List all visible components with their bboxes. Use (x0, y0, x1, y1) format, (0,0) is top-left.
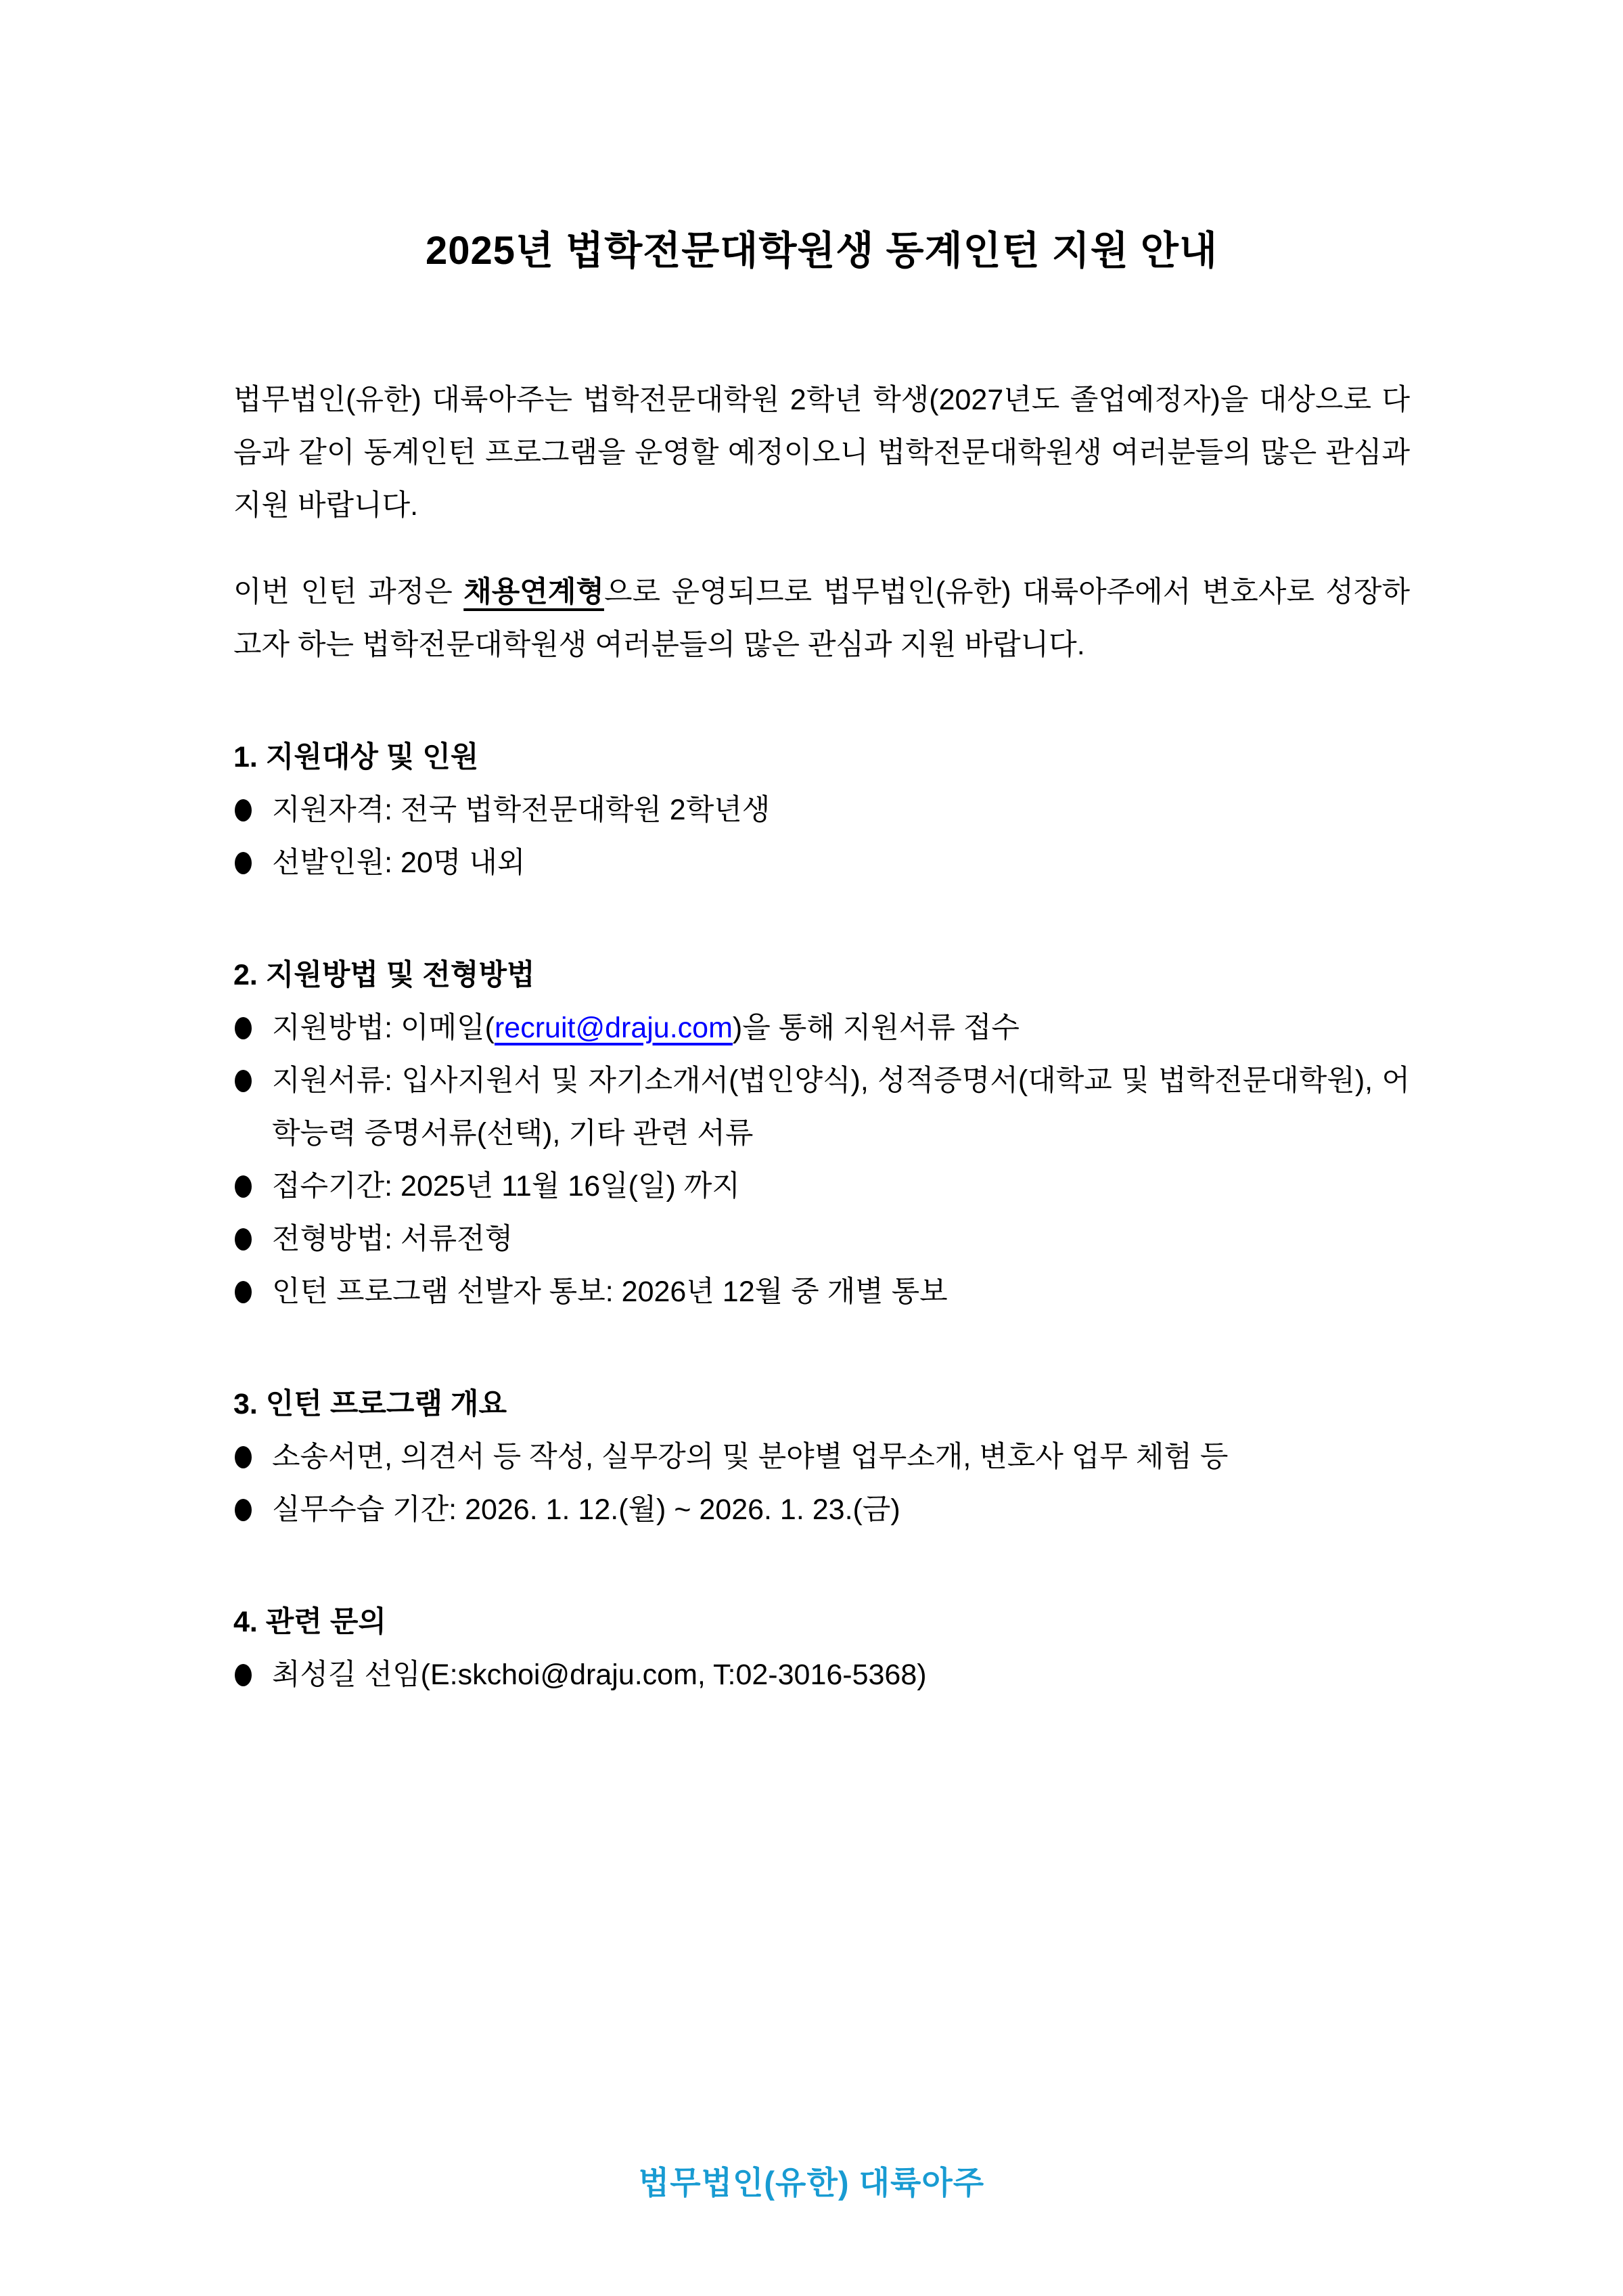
list-item (233, 1265, 1410, 1318)
list-item (233, 1054, 1410, 1160)
list-item (233, 1431, 1410, 1483)
bullet-icon (235, 1281, 252, 1303)
section-contact-heading: 4. 관련 문의 (233, 1606, 386, 1638)
section-eligibility-list (233, 784, 1410, 889)
list-item-text-after: )을 통해 지원서류 접수 (732, 1012, 1020, 1044)
bullet-icon (235, 1175, 252, 1198)
section-contact-list (233, 1648, 1410, 1701)
section-program-overview (233, 1378, 1410, 1536)
intro-paragraph-2-after: 으로 운영되므로 법무법인(유한) 대륙아주에서 변호사로 성장하고자 하는 법학전문대학원생 여러분들의 많은 관심과 지원 바랍니다. (233, 576, 1410, 661)
list-item-text: 실무수습 기간: 2026. 1. 12.(월) ~ 2026. 1. 23.(금) (272, 1493, 900, 1526)
section-application-method-heading: 2. 지원방법 및 전형방법 (233, 959, 535, 991)
recruitment-linked-emphasis: 채용연계형 (463, 576, 604, 608)
bullet-icon (235, 1446, 252, 1468)
section-application-method (233, 949, 1410, 1318)
page-title: 2025년 법학전문대학원생 동계인턴 지원 안내 (426, 229, 1218, 273)
list-item-text-before: 지원방법: 이메일( (272, 1012, 495, 1044)
section-eligibility-heading: 1. 지원대상 및 인원 (233, 741, 479, 773)
list-item (233, 784, 1410, 836)
intro-paragraph-1: 법무법인(유한) 대륙아주는 법학전문대학원 2학년 학생(2027년도 졸업예정자)을 대상으로 다음과 같이 동계인턴 프로그램을 운영할 예정이오니 법학전문대학원생 여러분들의 많은 관심과 지원 바랍니다. (233, 384, 1410, 522)
list-item-text: 전형방법: 서류전형 (272, 1223, 513, 1255)
bullet-icon (235, 852, 252, 874)
bullet-icon (235, 1070, 252, 1092)
list-item (233, 836, 1410, 889)
list-item (233, 1160, 1410, 1213)
bullet-icon (235, 799, 252, 821)
list-item-text: 인턴 프로그램 선발자 통보: 2026년 12월 중 개별 통보 (272, 1276, 948, 1308)
bullet-icon (235, 1664, 252, 1686)
firm-logo-text: 법무법인(유한) 대륙아주 (638, 2165, 985, 2201)
list-item-text: 접수기간: 2025년 11월 16일(일) 까지 (272, 1170, 740, 1202)
list-item-text: 소송서면, 의견서 등 작성, 실무강의 및 분야별 업무소개, 변호사 업무 체험 등 (272, 1441, 1229, 1473)
list-item (233, 1213, 1410, 1265)
list-item-text: 선발인원: 20명 내외 (272, 847, 526, 879)
recruit-email-link[interactable]: recruit@draju.com (494, 1012, 733, 1044)
bullet-icon (235, 1017, 252, 1039)
bullet-icon (235, 1228, 252, 1251)
section-eligibility (233, 731, 1410, 889)
bullet-icon (235, 1499, 252, 1521)
list-item-text: 최성길 선임(E:skchoi@draju.com, T:02-3016-5368) (272, 1659, 927, 1691)
list-item-text: 지원자격: 전국 법학전문대학원 2학년생 (272, 794, 771, 826)
intro-paragraph-2-before: 이번 인턴 과정은 (233, 576, 464, 608)
list-item-text: 지원서류: 입사지원서 및 자기소개서(법인양식), 성적증명서(대학교 및 법학전문대학원), 어학능력 증명서류(선택), 기타 관련 서류 (272, 1064, 1410, 1150)
section-application-method-list (233, 1001, 1410, 1318)
list-item (233, 1648, 1410, 1701)
list-item (233, 1483, 1410, 1536)
section-program-overview-heading: 3. 인턴 프로그램 개요 (233, 1388, 507, 1420)
intro-paragraph-2 (233, 566, 1410, 671)
section-program-overview-list (233, 1431, 1410, 1536)
section-contact (233, 1596, 1410, 1701)
list-item (233, 1001, 1410, 1054)
